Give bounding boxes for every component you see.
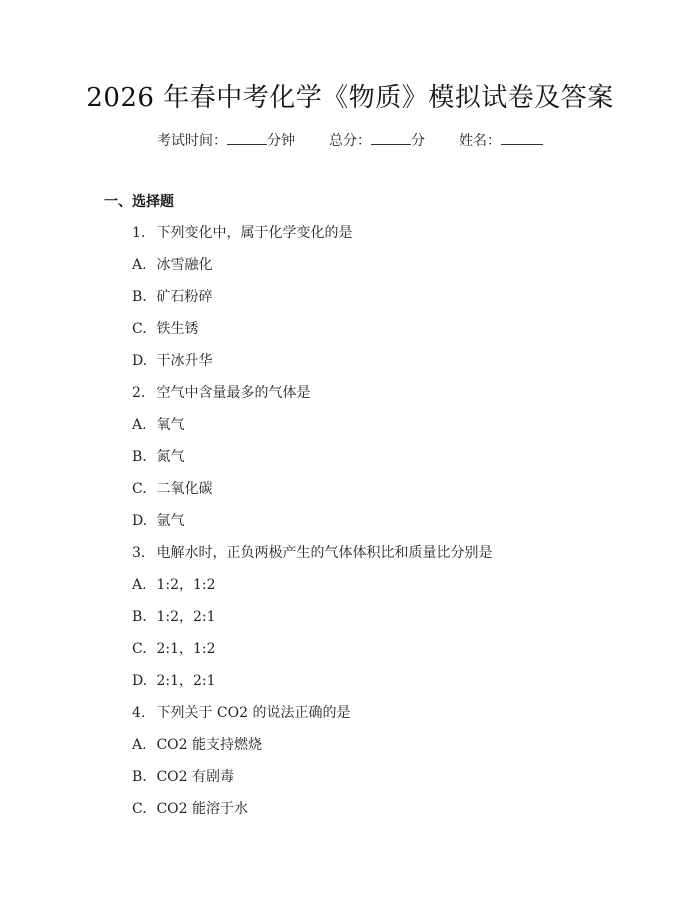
answer-option	[132, 350, 652, 382]
option-letter: C.	[132, 641, 147, 657]
question-text: 空气中含量最多的气体是	[156, 385, 311, 401]
score-label: 总分：	[329, 133, 371, 149]
answer-option	[132, 510, 652, 542]
option-letter: B.	[132, 289, 147, 305]
answer-option	[132, 670, 652, 702]
option-letter: B.	[132, 609, 147, 625]
option-text: 2:1，1:2	[156, 641, 216, 657]
question-text: 下列关于 CO2 的说法正确的是	[156, 705, 351, 721]
option-text: 1:2，2:1	[156, 609, 216, 625]
time-label: 考试时间：	[157, 133, 227, 149]
question-stem	[132, 542, 652, 574]
answer-option	[132, 574, 652, 606]
name-blank	[501, 131, 543, 145]
option-text: CO2 能溶于水	[156, 801, 248, 817]
question-stem	[132, 702, 652, 734]
score-unit: 分	[411, 133, 425, 149]
answer-option	[132, 478, 652, 510]
question-list	[132, 222, 652, 830]
option-text: 氩气	[156, 513, 185, 529]
question-stem	[132, 382, 652, 414]
question-number: 4.	[132, 705, 146, 721]
question-text: 电解水时，正负两极产生的气体体积比和质量比分别是	[156, 545, 493, 561]
option-text: 氧气	[156, 417, 185, 433]
option-text: 矿石粉碎	[156, 289, 213, 305]
option-text: 二氧化碳	[156, 481, 213, 497]
option-text: 冰雪融化	[156, 257, 213, 273]
option-text: 氮气	[156, 449, 185, 465]
option-letter: C.	[132, 481, 147, 497]
answer-option	[132, 414, 652, 446]
answer-option	[132, 734, 652, 766]
answer-option	[132, 766, 652, 798]
option-letter: D.	[132, 673, 148, 689]
answer-option	[132, 254, 652, 286]
question-number: 2.	[132, 385, 146, 401]
option-letter: A.	[132, 257, 147, 273]
option-letter: A.	[132, 417, 147, 433]
question-text: 下列变化中，属于化学变化的是	[156, 225, 353, 241]
answer-option	[132, 798, 652, 830]
question-stem	[132, 222, 652, 254]
option-letter: A.	[132, 577, 147, 593]
option-text: CO2 有剧毒	[156, 769, 234, 785]
option-text: 铁生锈	[156, 321, 199, 337]
score-blank	[371, 131, 411, 145]
exam-info-line	[0, 130, 700, 152]
option-text: 干冰升华	[156, 353, 213, 369]
option-letter: B.	[132, 449, 147, 465]
time-unit: 分钟	[267, 133, 295, 149]
answer-option	[132, 318, 652, 350]
question-number: 3.	[132, 545, 146, 561]
page-title: 2026 年春中考化学《物质》模拟试卷及答案	[86, 83, 614, 113]
option-text: 2:1，2:1	[156, 673, 216, 689]
answer-option	[132, 606, 652, 638]
answer-option	[132, 446, 652, 478]
option-letter: B.	[132, 769, 147, 785]
option-text: 1:2，1:2	[156, 577, 216, 593]
name-label: 姓名：	[459, 133, 501, 149]
section-heading: 一、选择题	[104, 194, 174, 210]
option-letter: C.	[132, 801, 147, 817]
question-number: 1.	[132, 225, 146, 241]
answer-option	[132, 638, 652, 670]
option-letter: C.	[132, 321, 147, 337]
time-blank	[227, 131, 267, 145]
option-letter: D.	[132, 353, 148, 369]
option-letter: A.	[132, 737, 147, 753]
option-text: CO2 能支持燃烧	[156, 737, 262, 753]
answer-option	[132, 286, 652, 318]
option-letter: D.	[132, 513, 148, 529]
